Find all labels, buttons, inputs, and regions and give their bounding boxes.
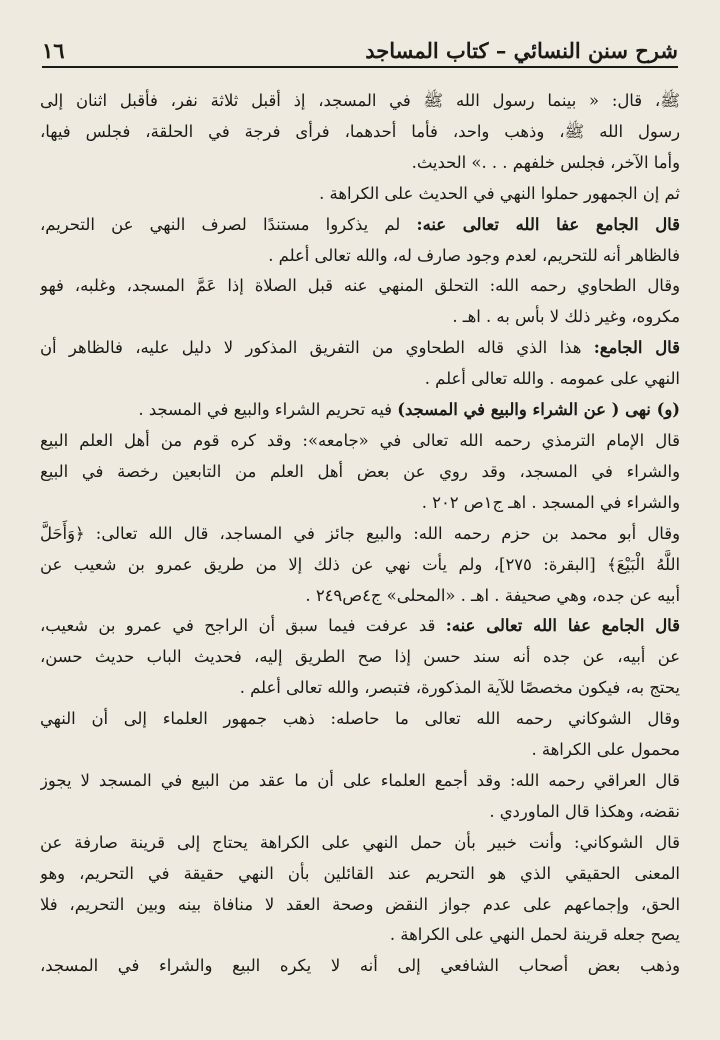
text-line	[40, 148, 680, 179]
text-line	[40, 951, 680, 982]
line-text: فيه تحريم الشراء والبيع في المسجد .	[138, 400, 398, 420]
line-text: عن أبيه، عن جده أنه سند حسن إذا صح الطريق إليه، فحديث الباب حديث حسن،	[40, 647, 680, 667]
text-line	[40, 271, 680, 302]
text-line	[40, 241, 680, 272]
line-text: فالظاهر أنه للتحريم، لعدم وجود صارف له، والله تعالى أعلم .	[268, 245, 680, 265]
text-line	[40, 333, 680, 364]
text-line	[40, 735, 680, 766]
text-line	[40, 642, 680, 673]
line-text: وقال الطحاوي رحمه الله: التحلق المنهي عنه قبل الصلاة إذا عَمَّ المسجد، وغلبه، فهو	[40, 276, 680, 296]
line-text: وقال أبو محمد بن حزم رحمه الله: والبيع جائز في المساجد، قال الله تعالى: ﴿وَأَحَلَّ	[40, 523, 680, 543]
text-line	[40, 364, 680, 395]
running-header	[42, 26, 678, 68]
text-line	[40, 302, 680, 333]
page-number: ١٦	[42, 38, 65, 63]
body-text	[40, 86, 680, 982]
bold-heading: (و) نهى ( عن الشراء والبيع في المسجد)	[397, 400, 680, 420]
line-text: محمول على الكراهة .	[531, 740, 680, 760]
text-line	[40, 859, 680, 890]
line-text: والشراء في المسجد . اهـ ج١ص ٢٠٢ .	[421, 492, 680, 512]
text-line	[40, 704, 680, 735]
text-line	[40, 179, 680, 210]
text-line	[40, 890, 680, 921]
line-text: لم يذكروا مستندًا لصرف النهي عن التحريم،	[40, 214, 417, 234]
line-text: يصح جعله قرينة لحمل النهي على الكراهة .	[389, 925, 680, 945]
text-line	[40, 86, 680, 117]
line-text: وأما الآخر، فجلس خلفهم . . .» الحديث.	[411, 152, 680, 172]
text-line	[40, 581, 680, 612]
text-line	[40, 488, 680, 519]
line-text: ﷺ، قال: « بينما رسول الله ﷺ في المسجد، إذ أقبل ثلاثة نفر، فأقبل اثنان إلى	[40, 91, 680, 110]
text-line	[40, 519, 680, 550]
header-title: شرح سنن النسائي – كتاب المساجد	[365, 38, 678, 63]
line-text: وقال الشوكاني رحمه الله تعالى ما حاصله: ذهب جمهور العلماء إلى أن النهي	[40, 709, 680, 729]
text-line	[40, 766, 680, 797]
bold-heading: قال الجامع عفا الله تعالى عنه:	[445, 616, 680, 636]
text-line	[40, 797, 680, 828]
line-text: الحق، وإجماعهم على عدم جواز النقض وصحة العقد لا منافاة بينه وبين التحريم، فلا	[40, 894, 680, 914]
line-text: قال العراقي رحمه الله: وقد أجمع العلماء على أن ما عقد من البيع في المسجد لا يجوز	[40, 770, 680, 790]
text-line	[40, 426, 680, 457]
text-line	[40, 550, 680, 581]
bold-heading: قال الجامع:	[593, 338, 680, 358]
bold-heading: قال الجامع عفا الله تعالى عنه:	[416, 214, 680, 234]
text-line	[40, 920, 680, 951]
line-text: نقضه، وهكذا قال الماوردي .	[489, 801, 680, 821]
line-text: ثم إن الجمهور حملوا النهي في الحديث على الكراهة .	[319, 183, 680, 203]
line-text: النهي على عمومه . والله تعالى أعلم .	[424, 369, 680, 389]
line-text: وذهب بعض أصحاب الشافعي إلى أنه لا يكره البيع والشراء في المسجد،	[40, 956, 680, 976]
line-text: مكروه، وغير ذلك لا بأس به . اهـ .	[452, 307, 680, 327]
line-text: قال الإمام الترمذي رحمه الله تعالى في «جامعه»: وقد كره قوم من أهل العلم البيع	[40, 430, 680, 450]
line-text: قد عرفت فيما سبق أن الراجح في عمرو بن شعيب،	[40, 616, 446, 636]
text-line	[40, 673, 680, 704]
line-text: هذا الذي قاله الطحاوي من التفريق المذكور لا دليل عليه، فالظاهر أن	[40, 338, 594, 358]
text-line	[40, 457, 680, 488]
line-text: قال الشوكاني: وأنت خبير بأن حمل النهي على الكراهة يحتاج إلى قرينة صارفة عن	[40, 832, 680, 852]
text-line	[40, 395, 680, 426]
text-line	[40, 117, 680, 148]
line-text: أبيه عن جده، وهي صحيفة . اهـ . «المحلى» ج٤ص٢٤٩ .	[305, 585, 680, 605]
line-text: اللَّهُ الْبَيْعَ﴾ [البقرة: ٢٧٥]، ولم يأت نهي عن ذلك إلا من طريق عمرو بن شعيب عن	[40, 554, 680, 574]
line-text: رسول الله ﷺ، وذهب واحد، فأما أحدهما، فرأى فرجة في الحلقة، فجلس فيها،	[40, 121, 680, 141]
text-line	[40, 210, 680, 241]
text-line	[40, 611, 680, 642]
line-text: المعنى الحقيقي الذي هو التحريم عند القائلين بأن النهي حقيقة في التحريم، وهو	[40, 863, 680, 883]
line-text: يحتج به، فيكون مخصصًا للآية المذكورة، فتبصر، والله تعالى أعلم .	[239, 678, 680, 698]
text-line	[40, 828, 680, 859]
line-text: والشراء في المسجد، وقد روي عن بعض أهل العلم من التابعين رخصة في البيع	[40, 461, 680, 481]
